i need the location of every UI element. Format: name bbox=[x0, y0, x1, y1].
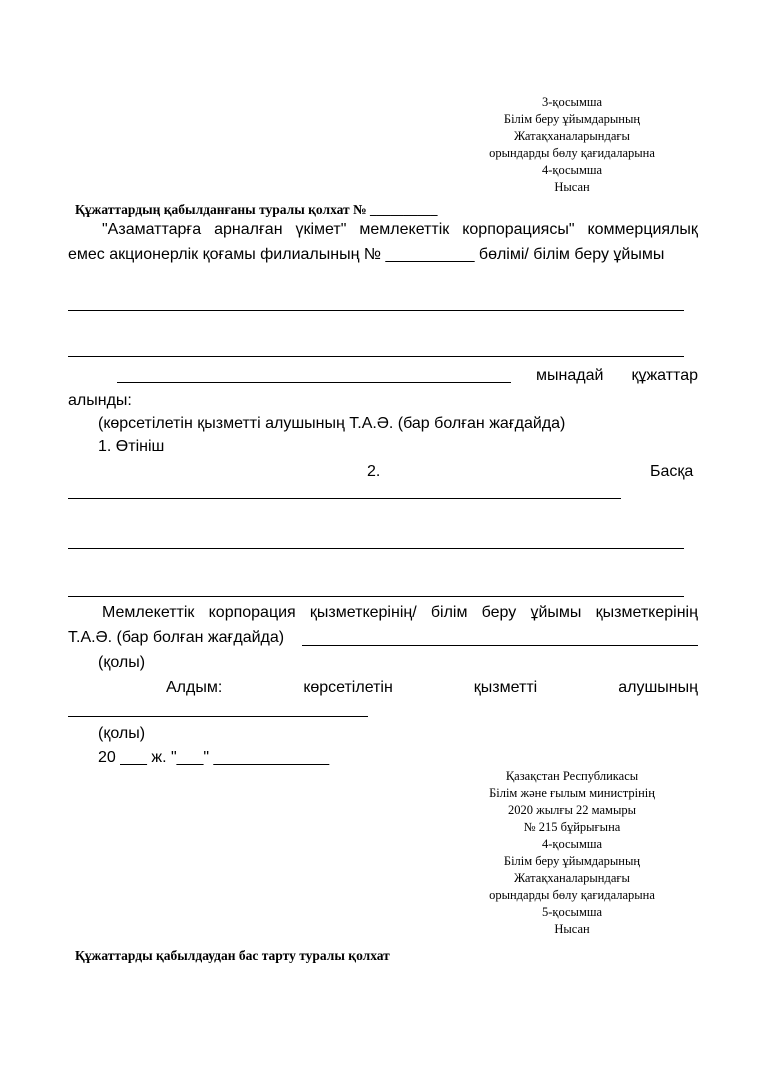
item-2-other: Басқа bbox=[650, 463, 694, 480]
annex-line: орындарды бөлу қағидаларына bbox=[489, 888, 655, 902]
receipt-title: Құжаттардың қабылданғаны туралы қолхат № __________ bbox=[75, 202, 438, 217]
blank-line bbox=[68, 310, 684, 311]
word: мемлекеттік bbox=[359, 221, 450, 238]
word: үкімет" bbox=[295, 221, 347, 238]
word: алушының bbox=[618, 679, 698, 696]
employee-line-2: Т.А.Ә. (бар болған жағдайда) bbox=[68, 629, 285, 646]
annex-line: № 215 бұйрығына bbox=[523, 820, 621, 834]
word: Алдым: bbox=[166, 679, 223, 696]
word: көрсетілетін bbox=[303, 679, 393, 696]
intro-line-2: емес акционерлік қоғамы филиалының № __________ бөлімі/ білім беру ұйымы bbox=[68, 246, 665, 263]
received-by-line bbox=[166, 678, 698, 698]
item-1: 1. Өтініш bbox=[98, 438, 165, 455]
item-2-number: 2. bbox=[367, 463, 381, 480]
annex-line: 4-қосымша bbox=[541, 837, 603, 851]
word: корпорация bbox=[208, 604, 296, 621]
annex-line: 4-қосымша bbox=[541, 163, 603, 177]
annex-line: Жатақханаларындағы bbox=[514, 871, 630, 885]
word: ұйымы bbox=[530, 604, 582, 621]
annex-line: Білім беру ұйымдарының bbox=[503, 854, 641, 868]
annex-line: Қазақстан Республикасы bbox=[505, 769, 639, 783]
annex-line: Білім және ғылым министрінің bbox=[489, 786, 655, 800]
word: қызметкерінің/ bbox=[309, 604, 417, 621]
annex-line: Жатақханаларындағы bbox=[514, 129, 630, 143]
annex-header-top bbox=[472, 94, 672, 196]
blank-line bbox=[68, 498, 621, 499]
employee-line-1 bbox=[102, 603, 698, 623]
annex-header-bottom bbox=[472, 768, 672, 938]
annex-line: 5-қосымша bbox=[541, 905, 603, 919]
received-continuation: алынды: bbox=[68, 392, 132, 409]
annex-line: 2020 жылғы 22 мамыры bbox=[507, 803, 636, 817]
received-docs-label bbox=[536, 366, 698, 386]
blank-line bbox=[68, 596, 684, 597]
word: құжаттар bbox=[631, 367, 698, 384]
word: Мемлекеттік bbox=[102, 604, 195, 621]
word: корпорациясы" bbox=[462, 221, 575, 238]
word: арналған bbox=[214, 221, 283, 238]
signature-label-2: (қолы) bbox=[98, 725, 146, 742]
word: қызметті bbox=[473, 679, 538, 696]
word: коммерциялық bbox=[587, 221, 698, 238]
blank-line bbox=[68, 548, 684, 549]
refusal-title: Құжаттарды қабылдаудан бас тарту туралы қолхат bbox=[75, 948, 390, 963]
annex-line: 3-қосымша bbox=[541, 95, 603, 109]
date-line: 20 ___ ж. "___" _____________ bbox=[98, 749, 330, 766]
word: қызметкерінің bbox=[595, 604, 698, 621]
intro-line-1 bbox=[102, 220, 698, 240]
annex-line: Нысан bbox=[554, 180, 590, 194]
word: білім bbox=[430, 604, 468, 621]
word: мынадай bbox=[536, 367, 604, 384]
blank-line bbox=[302, 645, 698, 646]
annex-line: Нысан bbox=[554, 922, 590, 936]
blank-line bbox=[68, 356, 684, 357]
signature-label-1: (қолы) bbox=[98, 654, 146, 671]
blank-line bbox=[117, 382, 511, 383]
blank-line bbox=[68, 716, 368, 717]
annex-line: Білім беру ұйымдарының bbox=[503, 112, 641, 126]
word: "Азаматтарға bbox=[102, 221, 202, 238]
fio-note: (көрсетілетін қызметті алушының Т.А.Ә. (бар болған жағдайда) bbox=[98, 415, 566, 432]
annex-line: орындарды бөлу қағидаларына bbox=[489, 146, 655, 160]
word: беру bbox=[481, 604, 517, 621]
